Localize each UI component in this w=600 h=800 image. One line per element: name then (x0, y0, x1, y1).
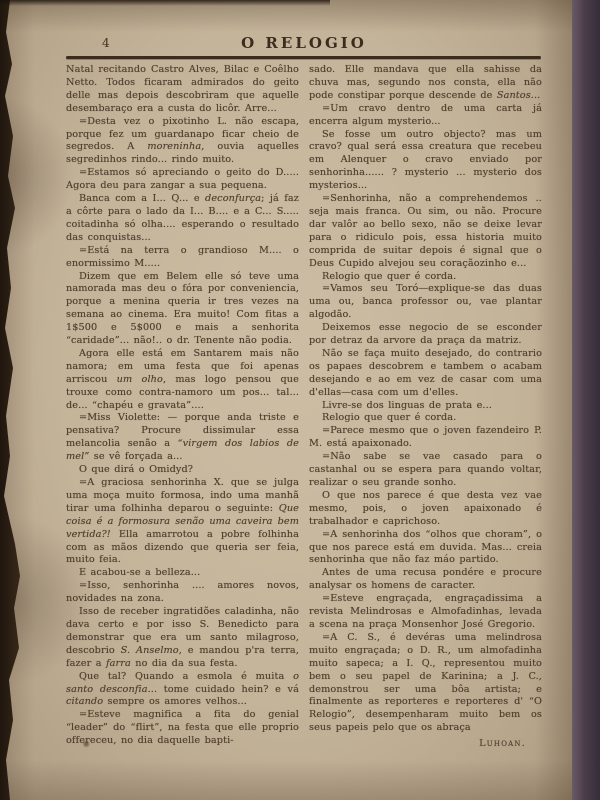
dark-top-edge (0, 0, 330, 6)
paragraph: =A senhorinha dos “olhos que choram”, o que nos parece está em duvida. Mas... creia senhorinha que não faz máo partido. (309, 528, 542, 566)
paragraph: =Estamos só apreciando o geito do D..... Agora deu para zangar a sua pequena. (66, 167, 299, 192)
header-rule (66, 56, 541, 59)
paragraph: Se fosse um outro objecto? mas um cravo? qual será essa creatura que recebeu em Alenquer o cravo enviado por senhorinha...... ? mysterio ... mysterio dos mysterios... (309, 128, 542, 192)
italic-run: S. Anselmo (120, 644, 179, 656)
paragraph: O que dirá o Omidyd? (79, 464, 194, 476)
author-signature: Luhoan. (479, 738, 526, 750)
paragraph: =A C. S., é devéras uma melindrosa muito engraçada; o D. R., um almofadinha muito sapeca; a I. Q., representou muito bem o seu papel de Karinina; a J. C., demonstrou ser uma bôa artista; e finalmente as reporteres e reporteres d' “O Relogio”, desempenharam muito bem os seus papeis pelo que os abraça (309, 631, 542, 734)
paragraph: Antes de uma recusa pondére e procure analysar os homens de caracter. (309, 567, 542, 592)
paragraph: Que tal? Quando a esmola é muita o santo desconfia... tome cuidado hein? e vá citando sempre os amores velhos... (66, 670, 299, 708)
paragraph: =Desta vez o pixotinho L. não escapa, porque fez um guardanapo ficar cheio de segredos. A moreninha, ouvia aquelles segredinhos rindo... rindo muito. (66, 115, 299, 166)
paragraph: Não se faça muito desejado, do contrario os papaes descobrem e tambem o acabam desejando e ao em vez de casar com uma d'ellas—casa com um d'elles. (309, 347, 542, 398)
paragraph: Relogio que quer é corda. (322, 270, 457, 282)
paragraph: =Miss Violette: — porque anda triste e pensativa? Procure dissimular essa melancolia senão a “virgem dos labios de mel” se vê forçada a... (66, 412, 299, 463)
paragraph: =Esteve engraçada, engraçadissima a revista Melindrosas e Almofadinhas, levada a scena na praça Monsenhor José Gregorio. (309, 593, 542, 630)
paragraph: =Um cravo dentro de uma carta já encerra algum mysterio... (309, 102, 542, 127)
paragraph: O que nos parece é que desta vez vae mesmo, pois, o joven apaixonado é trabalhador e caprichoso. (309, 489, 542, 527)
paragraph: sado. Elle mandava que ella sahisse da chuva mas, segundo nos consta, ella não pode constipar porque descende de Santos... (309, 64, 542, 101)
italic-run: deconfurça (205, 193, 262, 205)
left-column (66, 64, 299, 798)
paragraph: =Isso, senhorinha .... amores novos, novidades na zona. (66, 580, 299, 605)
paragraph: =Vamos seu Toró—explique-se das duas uma ou, banca professor ou, vae plantar algodão. (309, 283, 542, 321)
photo-backdrop-strip (572, 0, 600, 800)
paragraph: Relogio que quer é corda. (322, 412, 457, 424)
page-header (66, 30, 542, 60)
paragraph: Banca com a I... Q... e deconfurça; já faz a côrte para o lado da I... B.... e a C... S..... coitadinha só olha.... esperando o resultado das conquistas... (66, 193, 299, 243)
italic-run: “virgem dos labios de mel” (66, 438, 299, 463)
paragraph: Agora elle está em Santarem mais não namora; em uma festa que foi apenas arriscou um olho, mas logo pensou que trouxe como contra-namoro um pos... tal... de... “chapéu e gravata”.... (66, 347, 299, 411)
paragraph: Livre-se dos linguas de prata e... (322, 399, 492, 411)
italic-run: citando (66, 696, 104, 708)
paragraph: =Está na terra o grandioso M.... o enormissimo M..... (66, 244, 299, 269)
italic-run: um olho (116, 373, 163, 385)
paragraph: =Parece mesmo que o joven fazendeiro P. M. está apaixonado. (309, 425, 542, 450)
paragraph: =Não sabe se vae casado para o castanhal ou se espera para quando voltar, realizar o seu grande sonho. (309, 451, 542, 488)
paragraph: =A graciosa senhorinha X. que se julga uma moça muito formosa, indo uma manhã tirar uma folhinha deparou o seguinte: Que coisa é a formosura senão uma caveira bem vertida?! Ella amarrotou a pobre folhinha com as mãos dizendo que queria ser feia, muito feia. (66, 477, 299, 566)
italic-run: Que coisa é a formosura senão uma caveira bem vertida?! (66, 502, 299, 540)
paragraph: =Senhorinha, não a comprehendemos .. seja mais franca. Ou sim, ou não. Procure dar valôr ao bello sexo, não se deixe levar para o ridiculo pois, essa historia muito comprida de suitar depois é signal que o Deus Cupido alvejou seu coraçãozinho e... (309, 193, 542, 269)
paragraph: Deixemos esse negocio de se esconder por detraz da arvore da praça da matriz. (309, 322, 542, 347)
paragraph: E acabou-se a belleza... (79, 567, 201, 579)
paragraph: =Esteve magnifica a fita do genial “leader” do “flirt”, na festa que elle proprio offereceu, no dia daquelle bapti- (66, 709, 299, 747)
right-column (309, 64, 542, 798)
italic-run: Santos (496, 89, 531, 101)
paragraph: Isso de receber ingratidões caladinha, não dava certo e por isso S. Benedicto para demonstrar que era um santo milagroso, descobrio S. Anselmo, e mandou p'ra terra, fazer a farra no dia da sua festa. (66, 606, 299, 669)
italic-run: o santo desconfia (66, 670, 299, 695)
paragraph: Dizem que em Belem elle só teve uma namorada mas deu o fóra por conveniencia, porque a menina queria ir tres vezes na semana ao cinema. Era muito! Com fitas a 1$500 e 5$000 e mais a senhorita “caridade”... não!.. o dr. Tenente não podia. (66, 270, 299, 347)
masthead-title: O RELOGIO (241, 34, 367, 52)
italic-run: moreninha (147, 141, 202, 153)
italic-run: farra (105, 657, 131, 669)
page-number: 4 (102, 36, 110, 50)
text-columns (66, 64, 542, 798)
paragraph: Natal recitando Castro Alves, Bilac e Coêlho Netto. Todos ficaram admirados do geito delle mas depois descobriram que aquelle desembaraço era a custa do licôr. Arre... (66, 64, 299, 114)
